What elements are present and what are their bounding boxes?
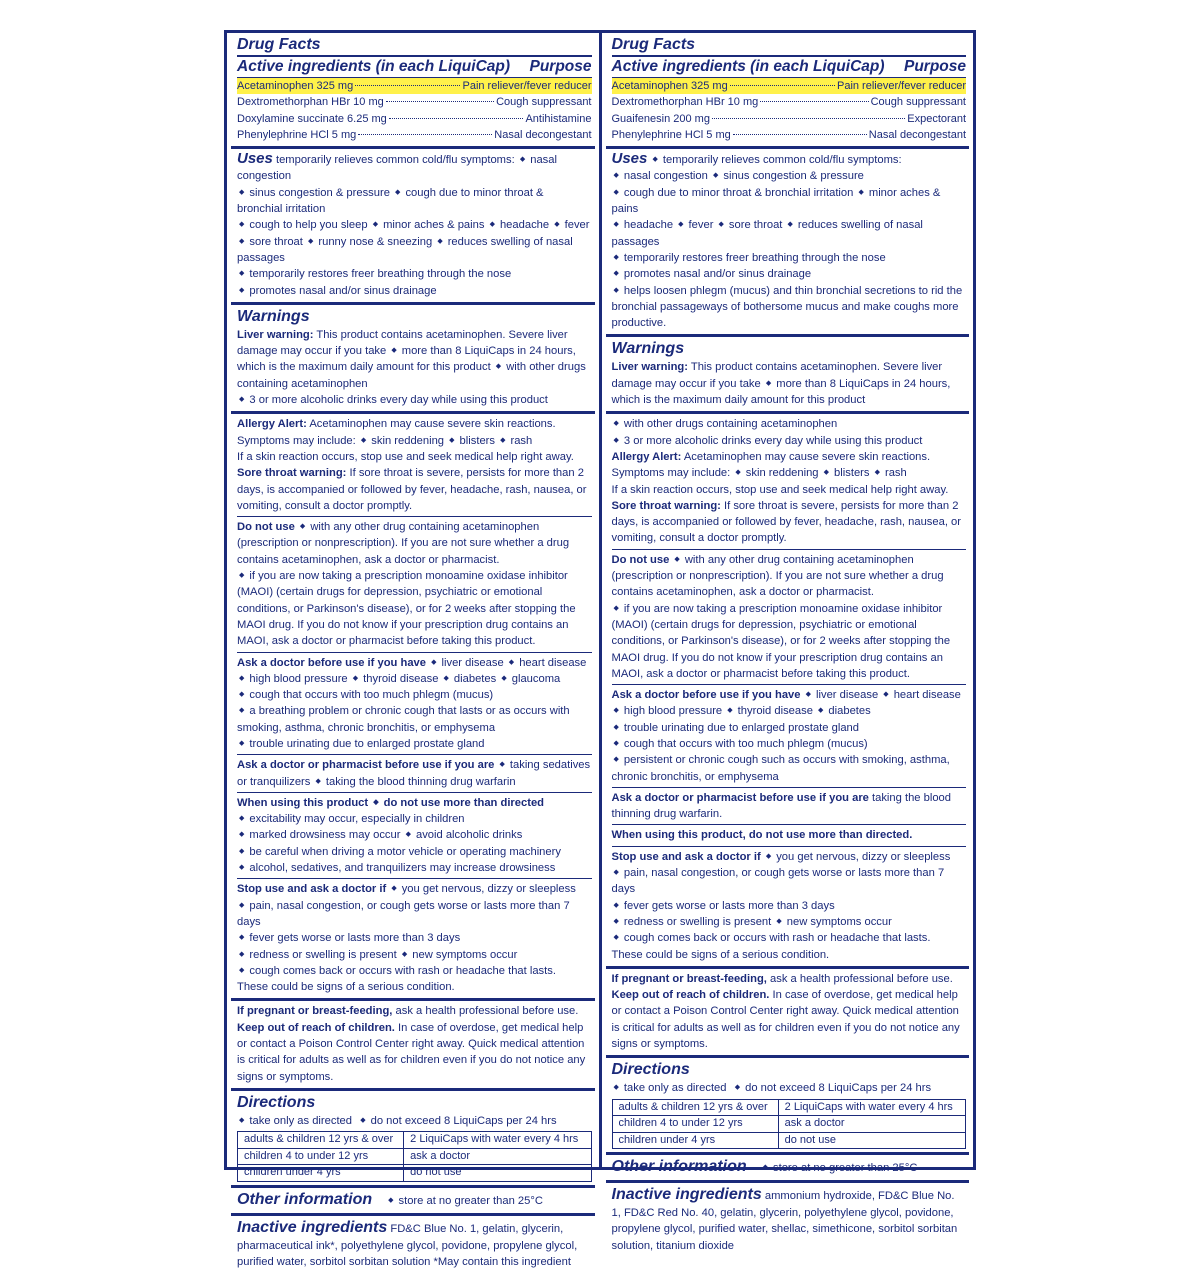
active-ingredients-header	[237, 57, 592, 78]
uses-title: Uses	[611, 150, 648, 168]
when-using-item: ◆ avoid alcoholic drinks	[406, 829, 523, 841]
active-ingredients-header	[612, 57, 967, 78]
ask-doctor-label: Ask a doctor before use if you have	[611, 689, 801, 702]
stop-use-label: Stop use and ask a doctor if	[237, 883, 387, 896]
purpose-title: Purpose	[529, 58, 592, 75]
ingredient-purpose: Nasal decongestant	[494, 128, 592, 141]
pregnancy-section	[231, 1001, 595, 1090]
other-information-text: ◆ store at no greater than 25°C	[388, 1193, 543, 1209]
directions-item: ◆ take only as directed	[239, 1115, 352, 1127]
keep-out-text: In case of overdose, get medical help or contact a Poison Control Center right away. Quick medical attention is critical for adults as well as for children even if you do not notice any signs or symptoms.	[237, 1021, 586, 1083]
use-item: ◆ headache	[614, 219, 674, 231]
use-item: ◆ cough to help you sleep	[239, 219, 368, 231]
ask-doctor-item: ◆ persistent or chronic cough such as occurs with smoking, asthma, chronic bronchitis, or emphysema	[612, 754, 950, 782]
ingredient-purpose: Pain reliever/fever reducer	[836, 80, 966, 92]
ingredient-name: Phenylephrine HCl 5 mg	[611, 128, 731, 141]
leader-dots	[760, 101, 868, 102]
dose-cell: ask a doctor	[778, 1116, 965, 1133]
table-row	[238, 1165, 592, 1182]
stop-use-block	[612, 846, 967, 963]
ask-doctor-item: ◆ thyroid disease	[353, 673, 439, 685]
keep-out-label: Keep out of reach of children.	[611, 989, 770, 1002]
ask-pharmacist-item: ◆ taking the blood thinning drug warfarin	[315, 776, 515, 788]
table-row	[238, 1148, 592, 1165]
directions-title: Directions	[237, 1093, 316, 1111]
leader-dots	[386, 101, 494, 102]
liver-warning-text: This product contains acetaminophen. Severe liver damage may occur if you take	[237, 328, 568, 358]
stop-use-item: ◆ redness or swelling is present	[614, 916, 772, 928]
stop-use-item: ◆ you get nervous, dizzy or sleepless	[391, 883, 576, 895]
directions-table	[612, 1099, 967, 1150]
keep-out-text: In case of overdose, get medical help or contact a Poison Control Center right away. Quick medical attention is critical for adults as well as for children even if you do not notice any signs or symptoms.	[611, 989, 960, 1051]
when-using-first: ◆ do not use more than directed	[373, 797, 544, 809]
stop-use-label: Stop use and ask a doctor if	[611, 850, 761, 863]
ask-doctor-item: ◆ liver disease	[806, 689, 879, 701]
directions-table	[237, 1131, 592, 1182]
age-cell: adults & children 12 yrs & over	[612, 1099, 778, 1116]
use-item: ◆ promotes nasal and/or sinus drainage	[239, 285, 437, 297]
uses-intro: temporarily relieves common cold/flu symptoms:	[275, 154, 515, 167]
allergy-item: ◆ skin reddening	[735, 467, 818, 479]
ingredient-purpose: Expectorant	[907, 112, 966, 125]
ask-doctor-item: ◆ cough that occurs with too much phlegm (mucus)	[239, 689, 493, 701]
when-using-item: ◆ excitability may occur, especially in children	[239, 813, 465, 825]
table-row	[612, 1116, 966, 1133]
when-using-label: When using this product, do not use more than directed.	[611, 829, 913, 842]
dose-cell: 2 LiquiCaps with water every 4 hrs	[404, 1132, 591, 1149]
liver-warning-label: Liver warning:	[611, 361, 688, 374]
pregnancy-label: If pregnant or breast-feeding,	[237, 1005, 393, 1018]
dose-cell: 2 LiquiCaps with water every 4 hrs	[778, 1099, 965, 1116]
leader-dots	[355, 85, 460, 86]
ask-doctor-item: ◆ heart disease	[883, 689, 961, 701]
leader-dots	[730, 85, 835, 86]
sore-throat-label: Sore throat warning:	[611, 499, 721, 512]
liver-warning-text: This product contains acetaminophen. Severe liver damage may occur if you take	[611, 361, 943, 390]
inactive-ingredients-title: Inactive ingredients	[237, 1218, 388, 1236]
when-using-item: ◆ alcohol, sedatives, and tranquilizers may increase drowsiness	[239, 862, 555, 874]
leader-dots	[358, 134, 492, 135]
sore-throat-label: Sore throat warning:	[237, 467, 347, 480]
allergy-alert-label: Allergy Alert:	[611, 450, 682, 463]
ask-pharmacist-block	[612, 787, 967, 823]
warnings-section	[231, 305, 595, 414]
do-not-use-label: Do not use	[237, 521, 295, 534]
age-cell: adults & children 12 yrs & over	[238, 1132, 404, 1149]
stop-use-item: ◆ cough comes back or occurs with rash or headache that lasts.	[239, 965, 556, 977]
active-ingredients-section	[606, 33, 970, 149]
do-not-use-block	[612, 549, 967, 682]
ingredient-row	[612, 111, 967, 127]
purpose-title: Purpose	[903, 58, 966, 75]
ingredient-name: Acetaminophen 325 mg	[237, 80, 354, 92]
dose-cell: do not use	[778, 1132, 965, 1149]
use-item: ◆ sinus congestion & pressure	[713, 170, 864, 182]
maoi-text: ◆ if you are now taking a prescription monoamine oxidase inhibitor (MAOI) (certain drugs for depression, psychiatric or emotional conditions, or Parkinson's disease), or for 2 weeks after stopping the MAOI drug. If you do not know if your prescription drug contains an MAOI, ask a doctor or pharmacist before taking this product.	[237, 570, 576, 647]
other-information-title: Other information	[237, 1190, 373, 1208]
directions-title: Directions	[611, 1061, 690, 1079]
ask-doctor-item: ◆ liver disease	[431, 657, 504, 669]
allergy-alert-label: Allergy Alert:	[237, 418, 307, 431]
uses-section	[231, 149, 595, 305]
warnings-title: Warnings	[611, 340, 685, 358]
stop-use-item: ◆ cough comes back or occurs with rash or headache that lasts.	[614, 932, 931, 944]
ask-doctor-block	[612, 684, 967, 785]
use-item: ◆ headache	[490, 219, 550, 231]
drug-facts-title: Drug Facts	[612, 35, 967, 57]
ask-doctor-item: ◆ heart disease	[509, 657, 587, 669]
do-not-use-block	[237, 516, 592, 649]
stop-use-item: ◆ new symptoms occur	[776, 916, 891, 928]
allergy-item: ◆ blisters	[449, 435, 495, 447]
keep-out-label: Keep out of reach of children.	[237, 1021, 395, 1034]
stop-use-item: ◆ pain, nasal congestion, or cough gets worse or lasts more than 7 days	[237, 900, 570, 928]
sore-throat-text: If sore throat is severe, persists for more than 2 days, is accompanied or followed by fever, headache, rash, nausea, or vomiting, consult a doctor promptly.	[237, 467, 587, 512]
ingredient-name: Phenylephrine HCl 5 mg	[237, 128, 357, 141]
use-item: ◆ nasal congestion	[237, 154, 557, 182]
allergy-alert-text: Acetaminophen may cause severe skin reactions. Symptoms may include:	[237, 418, 556, 447]
do-not-use-text: ◆ with any other drug containing acetaminophen (prescription or nonprescription). If you are not sure whether a drug contains acetaminophen, ask a doctor or pharmacist.	[237, 521, 569, 566]
stop-use-after: These could be signs of a serious condition.	[237, 981, 455, 994]
use-item: ◆ helps loosen phlegm (mucus) and thin bronchial secretions to rid the bronchial passageways of bothersome mucus and make coughs more productive.	[612, 285, 963, 330]
active-ingredients-title: Active ingredients (in each LiquiCap)	[237, 58, 511, 75]
when-using-label: When using this product	[237, 796, 369, 809]
right-panel	[599, 33, 974, 1252]
sore-throat-text: If sore throat is severe, persists for more than 2 days, is accompanied or followed by fever, headache, rash, nausea, or vomiting, consult a doctor promptly.	[611, 499, 962, 545]
stop-use-item: ◆ you get nervous, dizzy or sleepless	[766, 851, 951, 863]
ingredient-row	[237, 94, 592, 110]
table-row	[238, 1132, 592, 1149]
leader-dots	[733, 134, 867, 135]
uses-section	[606, 149, 970, 337]
inactive-ingredients-text: FD&C Blue No. 1, gelatin, glycerin, pharmaceutical ink*, polyethylene glycol, povidone, propylene glycol, purified water, sorbitol sorbitan solution *May contain this ingredient	[237, 1222, 578, 1269]
table-row	[612, 1132, 966, 1149]
stop-use-item: ◆ redness or swelling is present	[239, 949, 397, 961]
warnings-continued-section	[231, 414, 595, 1001]
inactive-ingredients-section	[606, 1183, 970, 1257]
liver-item: ◆ more than 8 LiquiCaps in 24 hours, which is the maximum daily amount for this product	[612, 378, 951, 406]
ingredient-name: Dextromethorphan HBr 10 mg	[237, 96, 384, 109]
other-information-title: Other information	[611, 1158, 747, 1176]
ask-doctor-item: ◆ cough that occurs with too much phlegm (mucus)	[614, 738, 868, 750]
when-using-block	[612, 824, 967, 843]
when-using-item: ◆ be careful when driving a motor vehicle or operating machinery	[239, 846, 561, 858]
ingredient-purpose: Pain reliever/fever reducer	[462, 80, 592, 92]
directions-section	[231, 1091, 595, 1188]
pregnancy-text: ask a health professional before use.	[770, 972, 953, 985]
drug-facts-label	[224, 30, 976, 1269]
ask-doctor-item: ◆ thyroid disease	[727, 705, 813, 717]
ingredient-purpose: Cough suppressant	[870, 96, 966, 109]
liver-warning-label: Liver warning:	[237, 328, 314, 341]
allergy-item: ◆ rash	[500, 435, 532, 447]
allergy-item: ◆ skin reddening	[361, 435, 444, 447]
ask-doctor-block	[237, 652, 592, 753]
allergy-after-text: If a skin reaction occurs, stop use and seek medical help right away.	[611, 483, 949, 496]
dose-cell: do not use	[404, 1165, 591, 1182]
ingredient-row	[237, 78, 592, 94]
when-using-item: ◆ marked drowsiness may occur	[239, 829, 400, 841]
inactive-ingredients-title: Inactive ingredients	[611, 1186, 762, 1204]
directions-section	[606, 1058, 970, 1155]
allergy-item: ◆ rash	[875, 467, 907, 479]
use-item: ◆ temporarily restores freer breathing through the nose	[614, 252, 886, 264]
liver-item: ◆ 3 or more alcoholic drinks every day while using this product	[614, 435, 923, 447]
stop-use-after: These could be signs of a serious condition.	[611, 948, 830, 961]
do-not-use-label: Do not use	[611, 553, 670, 566]
leader-dots	[389, 118, 524, 119]
stop-use-item: ◆ new symptoms occur	[402, 949, 517, 961]
pregnancy-text: ask a health professional before use.	[395, 1005, 579, 1018]
do-not-use-text: ◆ with any other drug containing acetaminophen (prescription or nonprescription). If you are not sure whether a drug contains acetaminophen, ask a doctor or pharmacist.	[612, 554, 944, 599]
age-cell: children 4 to under 12 yrs	[612, 1116, 778, 1133]
ask-doctor-item: ◆ diabetes	[818, 705, 871, 717]
inactive-ingredients-section	[231, 1216, 595, 1273]
use-item: ◆ temporarily restores freer breathing through the nose	[239, 268, 511, 280]
warnings-continued-section	[606, 414, 970, 969]
pregnancy-label: If pregnant or breast-feeding,	[611, 972, 767, 985]
ask-doctor-item: ◆ glaucoma	[501, 673, 560, 685]
stop-use-item: ◆ fever gets worse or lasts more than 3 days	[614, 900, 835, 912]
maoi-text: ◆ if you are now taking a prescription monoamine oxidase inhibitor (MAOI) (certain drugs for depression, psychiatric or emotional conditions, or Parkinson's disease), or for 2 weeks after stopping the MAOI drug. If you do not know if your prescription drug contains an MAOI, ask a doctor or pharmacist before taking this product.	[612, 603, 951, 680]
ask-doctor-item: ◆ high blood pressure	[239, 673, 348, 685]
ingredient-name: Dextromethorphan HBr 10 mg	[611, 96, 759, 109]
directions-item: ◆ do not exceed 8 LiquiCaps per 24 hrs	[360, 1115, 556, 1127]
warnings-title: Warnings	[237, 307, 310, 325]
ingredient-row	[237, 111, 592, 127]
directions-item: ◆ take only as directed	[614, 1082, 727, 1094]
ingredient-purpose: Antihistamine	[525, 112, 592, 125]
dose-cell: ask a doctor	[404, 1148, 591, 1165]
use-item: ◆ sinus congestion & pressure	[239, 187, 390, 199]
use-item: ◆ fever	[554, 219, 589, 231]
age-cell: children 4 to under 12 yrs	[238, 1148, 404, 1165]
uses-title: Uses	[237, 150, 273, 168]
liver-item: ◆ with other drugs containing acetaminophen	[614, 418, 838, 430]
use-item: ◆ fever	[678, 219, 713, 231]
age-cell: children under 4 yrs	[238, 1165, 404, 1182]
liver-item: ◆ 3 or more alcoholic drinks every day while using this product	[239, 394, 548, 406]
active-ingredients-section	[231, 33, 595, 149]
ask-doctor-item: ◆ diabetes	[444, 673, 497, 685]
ask-doctor-item: ◆ a breathing problem or chronic cough that lasts or as occurs with smoking, asthma, chronic bronchitis, or emphysema	[237, 705, 570, 733]
warnings-section	[606, 337, 970, 414]
allergy-after-text: If a skin reaction occurs, stop use and seek medical help right away.	[237, 450, 574, 463]
ask-pharmacist-text: taking the blood thinning drug warfarin.	[611, 791, 951, 821]
ask-doctor-item: ◆ trouble urinating due to enlarged prostate gland	[614, 722, 860, 734]
stop-use-item: ◆ fever gets worse or lasts more than 3 days	[239, 932, 460, 944]
use-item: ◆ reduces swelling of nasal passages	[612, 219, 923, 247]
use-item: ◆ sore throat	[239, 236, 303, 248]
directions-item: ◆ do not exceed 8 LiquiCaps per 24 hrs	[735, 1082, 931, 1094]
ingredient-row	[612, 127, 967, 143]
use-item: ◆ cough due to minor throat & bronchial irritation	[237, 187, 544, 215]
ask-pharmacist-label: Ask a doctor or pharmacist before use if you are	[611, 791, 869, 804]
allergy-item: ◆ blisters	[824, 467, 870, 479]
ask-doctor-item: ◆ trouble urinating due to enlarged prostate gland	[239, 738, 485, 750]
use-item: ◆ cough due to minor throat & bronchial irritation	[614, 187, 854, 199]
active-ingredients-title: Active ingredients (in each LiquiCap)	[611, 58, 885, 75]
ask-doctor-label: Ask a doctor before use if you have	[237, 656, 426, 669]
inactive-ingredients-text: ammonium hydroxide, FD&C Blue No. 1, FD&C Red No. 40, gelatin, glycerin, polyethylene glycol, povidone, propylene glycol, purified water, shellac, simethicone, sorbitol sorbitan solution, titanium dioxide	[611, 1190, 958, 1252]
ingredient-row	[237, 127, 592, 143]
uses-intro: ◆ temporarily relieves common cold/flu symptoms:	[652, 154, 901, 166]
ask-pharmacist-label: Ask a doctor or pharmacist before use if you are	[237, 759, 495, 772]
ask-pharmacist-block	[237, 754, 592, 790]
use-item: ◆ minor aches & pains	[612, 187, 941, 215]
other-information-text: ◆ store at no greater than 25°C	[763, 1160, 918, 1176]
when-using-block	[237, 792, 592, 876]
ingredient-name: Guaifenesin 200 mg	[611, 112, 710, 125]
allergy-alert-text: Acetaminophen may cause severe skin reactions. Symptoms may include:	[611, 450, 931, 480]
pregnancy-section	[606, 969, 970, 1058]
stop-use-block	[237, 878, 592, 995]
use-item: ◆ reduces swelling of nasal passages	[237, 236, 573, 264]
stop-use-item: ◆ pain, nasal congestion, or cough gets worse or lasts more than 7 days	[612, 867, 945, 895]
left-panel	[227, 33, 599, 1269]
use-item: ◆ runny nose & sneezing	[308, 236, 432, 248]
liver-item: ◆ with other drugs containing acetaminophen	[237, 361, 586, 389]
other-information-section	[231, 1188, 595, 1216]
ingredient-name: Doxylamine succinate 6.25 mg	[237, 112, 387, 125]
drug-facts-title: Drug Facts	[237, 35, 592, 57]
leader-dots	[712, 118, 905, 119]
ingredient-purpose: Cough suppressant	[496, 96, 592, 109]
liver-item: ◆ more than 8 LiquiCaps in 24 hours, which is the maximum daily amount for this product	[237, 345, 576, 373]
ingredient-row	[612, 94, 967, 110]
ingredient-name: Acetaminophen 325 mg	[611, 80, 728, 92]
table-row	[612, 1099, 966, 1116]
ingredient-row	[612, 78, 967, 94]
use-item: ◆ minor aches & pains	[373, 219, 485, 231]
other-information-section	[606, 1155, 970, 1183]
ask-pharmacist-item: ◆ taking sedatives or tranquilizers	[237, 759, 590, 787]
use-item: ◆ nasal congestion	[614, 170, 708, 182]
use-item: ◆ promotes nasal and/or sinus drainage	[614, 268, 812, 280]
age-cell: children under 4 yrs	[612, 1132, 778, 1149]
ingredient-purpose: Nasal decongestant	[868, 128, 966, 141]
ask-doctor-item: ◆ high blood pressure	[614, 705, 723, 717]
use-item: ◆ sore throat	[719, 219, 783, 231]
